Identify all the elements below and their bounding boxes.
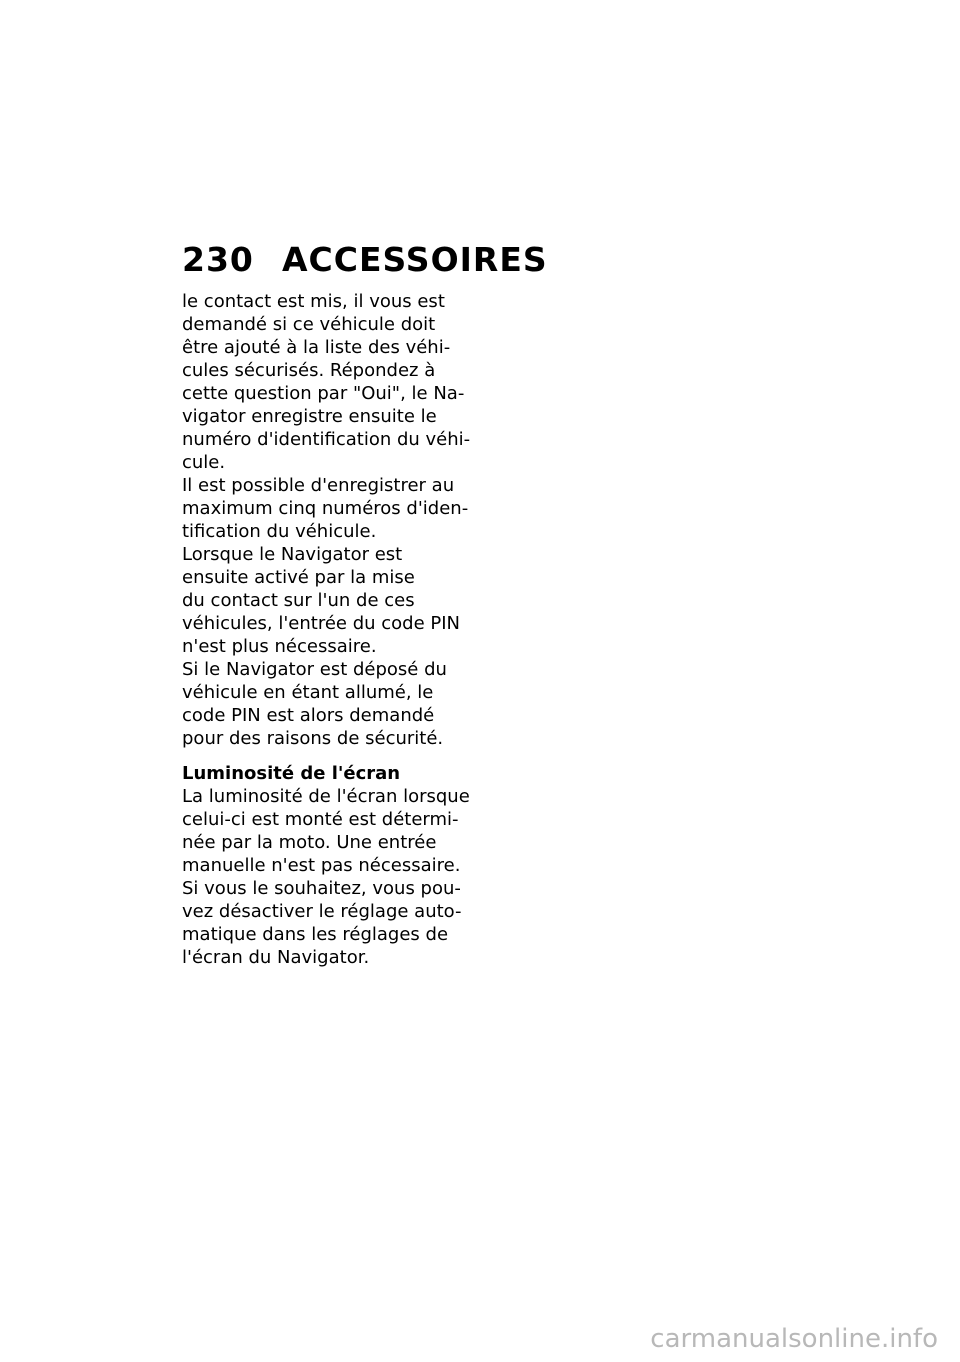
text-line: code PIN est alors demandé (182, 705, 435, 726)
paragraph-brightness-auto (182, 785, 482, 877)
text-line: tification du véhicule. (182, 521, 377, 542)
text-line: du contact sur l'un de ces (182, 590, 415, 611)
text-line: être ajouté à la liste des véhi- (182, 337, 451, 358)
text-line: n'est plus nécessaire. (182, 636, 377, 657)
text-line: numéro d'identification du véhi- (182, 429, 471, 450)
text-line: cette question par "Oui", le Na- (182, 383, 465, 404)
section-title-brightness: Luminosité de l'écran (182, 763, 401, 784)
text-line: ensuite activé par la mise (182, 567, 415, 588)
page-number: 230 (182, 240, 254, 279)
text-line: pour des raisons de sécurité. (182, 728, 444, 749)
text-line: le contact est mis, il vous est (182, 291, 445, 312)
text-line: maximum cinq numéros d'iden- (182, 498, 469, 519)
paragraph-max-vehicles (182, 474, 482, 543)
paragraph-vehicle-registration (182, 290, 482, 474)
text-column (182, 290, 482, 969)
text-line: matique dans les réglages de (182, 924, 449, 945)
text-line: cule. (182, 452, 226, 473)
text-line: véhicules, l'entrée du code PIN (182, 613, 461, 634)
text-line: vigator enregistre ensuite le (182, 406, 437, 427)
text-line: manuelle n'est pas nécessaire. (182, 855, 461, 876)
text-line: demandé si ce véhicule doit (182, 314, 436, 335)
chapter-title: ACCESSOIRES (282, 240, 548, 279)
text-line: La luminosité de l'écran lorsque (182, 786, 470, 807)
paragraph-pin-not-needed (182, 543, 482, 658)
text-line: véhicule en étant allumé, le (182, 682, 434, 703)
text-line: cules sécurisés. Répondez à (182, 360, 436, 381)
text-line: Si vous le souhaitez, vous pou- (182, 878, 461, 899)
text-line: celui-ci est monté est détermi- (182, 809, 459, 830)
text-line: vez désactiver le réglage auto- (182, 901, 462, 922)
text-line: Il est possible d'enregistrer au (182, 475, 455, 496)
text-line: née par la moto. Une entrée (182, 832, 437, 853)
text-line: Lorsque le Navigator est (182, 544, 403, 565)
text-line: Si le Navigator est déposé du (182, 659, 447, 680)
paragraph-brightness-disable (182, 877, 482, 969)
watermark: carmanualsonline.info (650, 1324, 938, 1354)
page-header (182, 238, 548, 282)
text-line: l'écran du Navigator. (182, 947, 370, 968)
paragraph-pin-security (182, 658, 482, 750)
